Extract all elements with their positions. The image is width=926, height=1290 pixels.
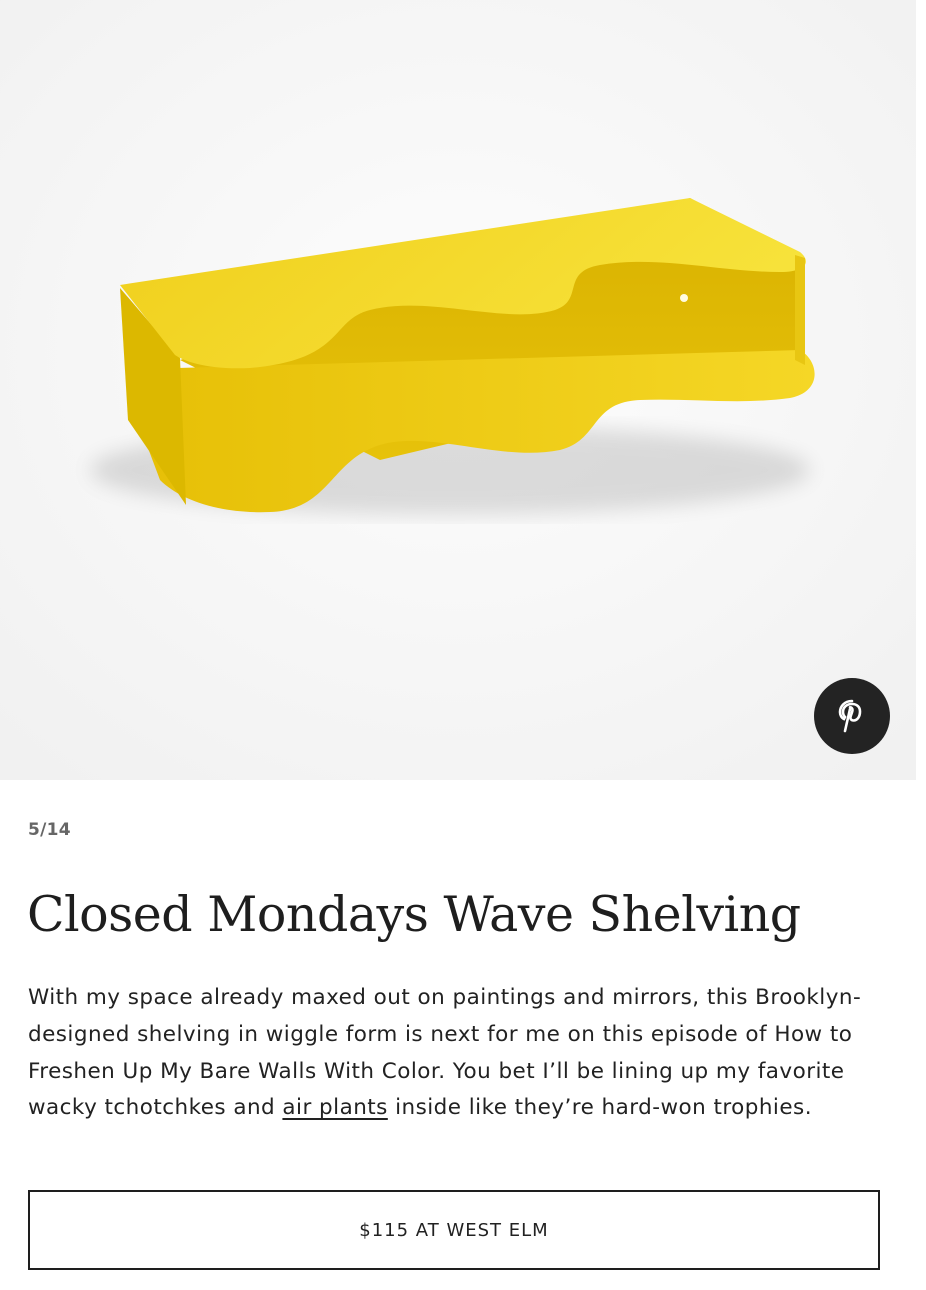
pinterest-icon [837,699,867,733]
description-text-end: inside like they’re hard-won trophies. [387,1095,812,1121]
slide-counter: 5/14 [28,820,71,840]
product-description [28,980,888,1127]
product-title: Closed Mondays Wave Shelving [27,886,801,943]
buy-at-west-elm-button[interactable] [28,1190,880,1270]
air-plants-link[interactable]: air plants [282,1095,388,1121]
buy-button-label: $115 AT WEST ELM [359,1219,549,1241]
description-text-start: With my space already maxed out on paintings and mirrors, this Brooklyn-designed shelving in wiggle form is next for me on this episode of How to Freshen Up My Bare Walls With Color. You bet I’ll be lining up my favorite wacky tchotchkes and [28,985,862,1121]
pinterest-save-button[interactable] [814,678,890,754]
